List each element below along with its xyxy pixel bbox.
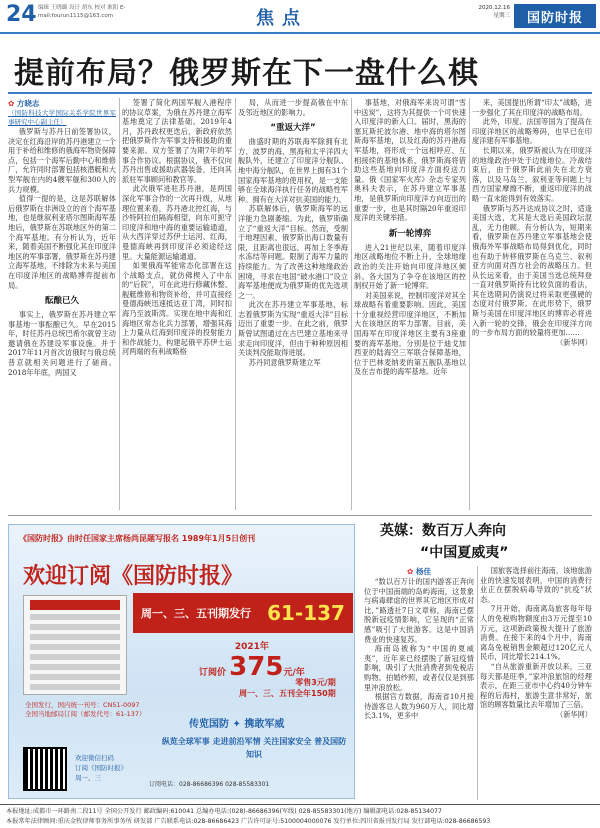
ad-top-line: 《国防时报》由时任国家主席杨尚昆题写报名 1989年1月5日创刊: [19, 534, 256, 543]
editor-credits: 编辑 王晓璐 设计 胡东 校对 耿阳 E-mail:fourun1115@163.com: [38, 5, 126, 19]
paragraph: 俄罗斯与苏丹达成协议之时，适逢美国大选，尤其是大选后美国政坛混乱，无力他顾。有分析认为，短期来看，俄罗斯在苏丹建立军事基地会使俄海外军事战略布局得到优化，同时也有助于转移俄罗斯在乌克兰、叙利亚方向面对西方社会的战略压力。但从长远来看，由于美国当选总统拜登一直对俄罗斯持有比较负面的看法，其在选期间仍演说过将采取更强硬的态度对付俄罗斯。在此形势下，俄罗斯与美国在印度洋地区的博弈必将进入新一轮的交锋，俄会在印度洋方向的一步布局方面的较量将更加……: [472, 203, 592, 338]
date-text: 2020.12.16: [478, 5, 510, 11]
paragraph: 此次在苏丹建立军事基地，标志着俄罗斯为实现“重返大洋”目标迈出了重要一步。在此之前，俄罗斯曾试图通过在古巴建立基地来寻求走向印度洋，但由于种种原因相关谈判没能取得进展。: [238, 300, 348, 358]
section-title: 焦点: [256, 8, 308, 29]
sidebar-subheadline: “中国夏威夷”: [420, 545, 509, 561]
paragraph: 根据官方数据，海南省10月接待游客总人数为960万人，同比增长3.1%，更多中: [364, 692, 474, 721]
ad-wx-sub: 订阅《国防时报》: [75, 764, 127, 772]
ad-slogan: 传览国防 ✦ 携敢军威: [189, 719, 285, 730]
paragraph: 国旅客选择前往海南，该地旅游业的快速发展表明，中国的消费行业正在摆脱病毒导致的“抗疫”状态。: [480, 566, 592, 604]
sidebar-column-1: [364, 566, 474, 800]
ad-wx-days: 周一、三: [75, 774, 101, 782]
footer-line-1: 本报地址:成都市一环路南二段11号 全国公开发行 邮政编码:610041 总编办电话:(028)-86686396(军线) 028-85583301(地方) 编辑部电话:028-85134077: [6, 808, 442, 815]
paragraph: 曲盛时期的苏联海军除拥有北方、波罗的海、黑海和太平洋四大舰队外，还建立了印度洋分舰队、地中海分舰队，在世界上拥有31个国家海军基地的使用权，是一支能够在全球海洋执行任务的战略性军种。拥有在大洋对抗美国的能力。: [238, 137, 348, 204]
paragraph: 来，美国提出所谓“印太”战略，进一步强化了其在印度洋的战略布局。: [472, 98, 592, 117]
paragraph: 长期以来，俄罗斯被认为在印度洋的地缘政治中处于边缘地位。冷战结束后，由于俄罗斯此前失在北方衰落，以及马岛兰、叙利亚等问题上与西方国家摩擦不断，重返印度洋的战略一直未能得到有效落实。: [472, 145, 592, 203]
paragraph: 苏丹同意俄罗斯建立军: [248, 357, 321, 367]
author-affiliation: （国防科技大学国际关系学院世界军事研究中心副主任）: [8, 109, 116, 126]
ad-issue-strip: [133, 593, 353, 633]
column-divider: [235, 98, 236, 510]
article-column-3: [238, 98, 348, 510]
ad-schedule: [239, 677, 336, 699]
column-divider: [477, 566, 478, 800]
paragraph: “数以百万计的国内游客正奔向位于中国南端的岛屿海南，这景象与病毒肆虐的世界其它地区形成对比，”路透社7日文章称，海南已摆脱新冠疫情影响，它呈现的“正常感”吸引了大批游客。这是中国消费业的快速复苏。: [364, 577, 474, 644]
ad-wx-title: 欢迎微信扫码: [75, 754, 114, 762]
paragraph: 此外，印度、法国等国为了提高在印度洋地区的战略筹码，也早已在印度洋建有军事基地。: [472, 117, 592, 146]
article-column-2: [122, 98, 232, 510]
subheading-return-to-ocean: “重返大洋”: [270, 123, 316, 134]
article-headline: 提前布局？俄罗斯在下一盘什么棋: [14, 56, 479, 91]
paragraph: 7月开始，海南离岛旅客每年每人的免税购物额度由3万元提至10万元，这项新政策极大提升了旅游消费。在接下来的4个月中，海南离岛免税销售金额超过120亿元人民币，同比增长214.1%。: [480, 604, 592, 662]
article-column-5: [472, 98, 592, 510]
ad-wechat-info: [75, 753, 127, 783]
subheading-new-round: 新一轮博弈: [388, 228, 432, 239]
subscription-ad: [8, 524, 355, 799]
paragraph: 对美国来说，控制印度洋对其全球战略有着重要影响。因此，美国十分重视经营印度洋地区，不断加大在该地区的军力部署。目前，美国海军在印度洋地区主要有3座重要的海军基地。分别是位于迪戈加西亚的陆海空三军联合保障基地，位于巴林麦纳麦的第五舰队基地以及在吉布提的海军基地。近年: [354, 290, 466, 377]
paragraph: 此次俄军进驻苏丹港，是两国深化军事合作的一次再升级，从地理位置来看，苏丹港北控红海，与沙特阿拉伯隔海相望，向东可扼守印度洋和地中海的重要运输通道，从大西洋穿过苏伊士运河、红海，曼德海峡再到印度洋必须途经这里。大量能源运输通道。: [122, 184, 232, 261]
paragraph: 如果俄海军能常态化部署在这个战略支点，就仿佛楔入了中东的“后院”，可在此进行修藏休整、舰艇维修和物资补给，并可直接经曼德海峡迅速抵达亚丁湾，同时扣海乃至波斯湾。实现在地中海和红海地区常态化兵力部署，增强其海上力量从红海到印度洋的投射能力和作战能力，构建起俄平苏伊士运河两端的有利战略格: [122, 261, 232, 357]
ad-days: 周一、三、五刊全年150期: [239, 689, 336, 698]
sidebar-author-name: 杨佳: [415, 567, 431, 576]
ad-note: 全国发行，国内统一刊号：CN51-0097: [25, 701, 140, 709]
ad-price-unit: 元/年: [283, 668, 305, 678]
paragraph: 事基地，对俄海军来说可谓“雪中送炭”，这将为其提供一个可快速入印度洋的新入口。届时，黑海的塞瓦斯托波尔港、地中海的塔尔图斯海军基地，以及红海的苏丹港海军基地，将形成一个远相呼应、互相接续的基地体系，俄罗斯海将借助这些基地向印度洋方面投送力量。俄《国家军火库》杂志专家列奥科夫表示，在苏丹建立军事基地，是俄罗斯向印度洋方向迈出的重要一步，也是其时隔20年重返印度洋的关键举措。: [354, 98, 466, 223]
paragraph: “自从旅游重新开放以来，三亚每天都是旺季，”家冲浪旅馆的经理表示，在距三亚市中心约40分钟车程的后海村，旅游生意非常好，旅馆的顾客数量比去年增加了三倍。: [480, 661, 592, 710]
page-number: 24: [6, 2, 37, 27]
ad-notes: [25, 701, 146, 719]
ad-phone: 订阅电话：028-86686396 028-85583301: [149, 781, 270, 788]
sidebar-headline: 英媒：数百万人奔向: [380, 523, 506, 539]
paragraph: 海南岛被称为“中国的夏威夷”，近年来已经摆脱了新冠疫情影响，吸引了大批消费者到免税店购物。拍婚纱照，或者仅仅是到那里冲浪放松。: [364, 644, 474, 692]
article-column-1: [8, 98, 116, 510]
paragraph: 进入21世纪以来，随着印度洋地区战略地位不断上升，全球地缘政治的关注开始向印度洋地区倾斜。各大国为了争夺在该地区的控制权开始了新一轮博弈。: [354, 242, 466, 291]
paragraph: 事实上，俄罗斯在苏丹建立军事基地一事酝酿已久。早在2015年，时任苏丹总统巴希尔就曾主动邀请俄在苏建设军事设施。并于2017年11月首次访俄时与俄总统普京就相关问题进行了磋商。2018年年底，两国又: [8, 310, 116, 377]
ad-price: 375: [229, 652, 284, 682]
paragraph: 值得一提的是，这是苏联解体后俄罗斯在非洲设立的首个海军基地，也是继叙利亚塔尔图斯海军基地后，俄罗斯在苏联地区外的第二个海军基地。有分析认为，近年来，随着美国不断强化其在印度洋地区的军事部署，俄罗斯在苏丹建立海军基地，不排除为未来与美国在印度洋地区的战略博弈提前布局。: [8, 194, 116, 290]
footer-line-2: 本报常年法律顾问:重庆金牧律师事务所事务所 研发部 广告联系电话:028-86686423 广告许可证号:5100004000076 发行单位:四川省报刊发行局 发行部电话:028-86686593: [6, 818, 491, 825]
paper-logo: 国防时报: [514, 4, 596, 28]
ad-retail: 零售3元/期: [295, 678, 336, 687]
headline-rule: [8, 92, 592, 94]
ad-year: 2021年: [234, 642, 269, 652]
article-source: （新华网）: [556, 337, 592, 347]
paragraph: 签署了简化两国军舰入港程序的协议草案，为俄在苏丹建立海军基地奠定了法律基础。2019年4月，苏丹政权更迭后，新政府依然把俄罗斯作为军事支持和援助的重要来源。双方签署了为期7年的军事合作协议。根据协议，俄不仅向苏丹出售或援助武器装备，还向其派驻军事顾问和教官等。: [122, 98, 232, 184]
sidebar-column-2: [480, 566, 592, 800]
page-footer: [0, 804, 600, 828]
paragraph: 俄罗斯与苏丹日前签署协议，决定在红海沿岸的苏丹港建立一个用于补给和维修的俄海军物资保障点，包括一个海军后勤中心和维修厂，允许同时部署包括核潜艇和大型军舰在内的4艘军舰和300人的兵力规模。: [8, 127, 116, 194]
ad-strip-code: 61-137: [267, 601, 345, 625]
ad-price-label: 订阅价: [199, 668, 227, 678]
column-divider: [351, 98, 352, 510]
ad-title: 欢迎订阅《国防时报》: [23, 563, 244, 589]
ad-strip-days: 周一、三、五刊期发行: [141, 607, 252, 620]
newspaper-stack-image: [23, 595, 127, 695]
issue-date: [478, 4, 510, 20]
article-column-4: [354, 98, 466, 510]
author-line: ✿ 方晓志: [8, 99, 40, 108]
sidebar-source: （新华网）: [556, 709, 592, 719]
paragraph: 苏联解体后，俄罗斯海军的远洋能力急剧萎缩。为此，俄罗斯确立了“重返大洋”目标。然而，受制于地理因素，俄罗斯出海口数量有限，且距离也很远，再加上冬季海水冻结等问题。限制了海军力量的持续能力。为了改善这种地缘政治困境，寻求在电国“破水港口”设立海军基地便成为俄罗斯的优先选项之一。: [238, 204, 348, 300]
ad-poem: 纵览全球军事 走进前沿军情 关注国家安全 普及国防知识: [161, 736, 347, 759]
column-divider: [469, 98, 470, 510]
ad-price-block: [199, 639, 305, 682]
sidebar-author: ✿ 杨佳: [407, 567, 431, 576]
paragraph: 局，从而进一步提高俄在中东及邻近地区的影响力。: [238, 98, 348, 117]
section-rule: [8, 515, 592, 516]
subheading-brewing: 酝酿已久: [44, 296, 79, 307]
qr-code-icon[interactable]: [23, 747, 67, 791]
author-name: 方晓志: [16, 99, 40, 108]
weekday-text: 星期三: [493, 13, 510, 19]
column-divider: [119, 98, 120, 510]
ad-note: 全国当地邮局订阅（邮发代号：61-137）: [25, 710, 146, 718]
